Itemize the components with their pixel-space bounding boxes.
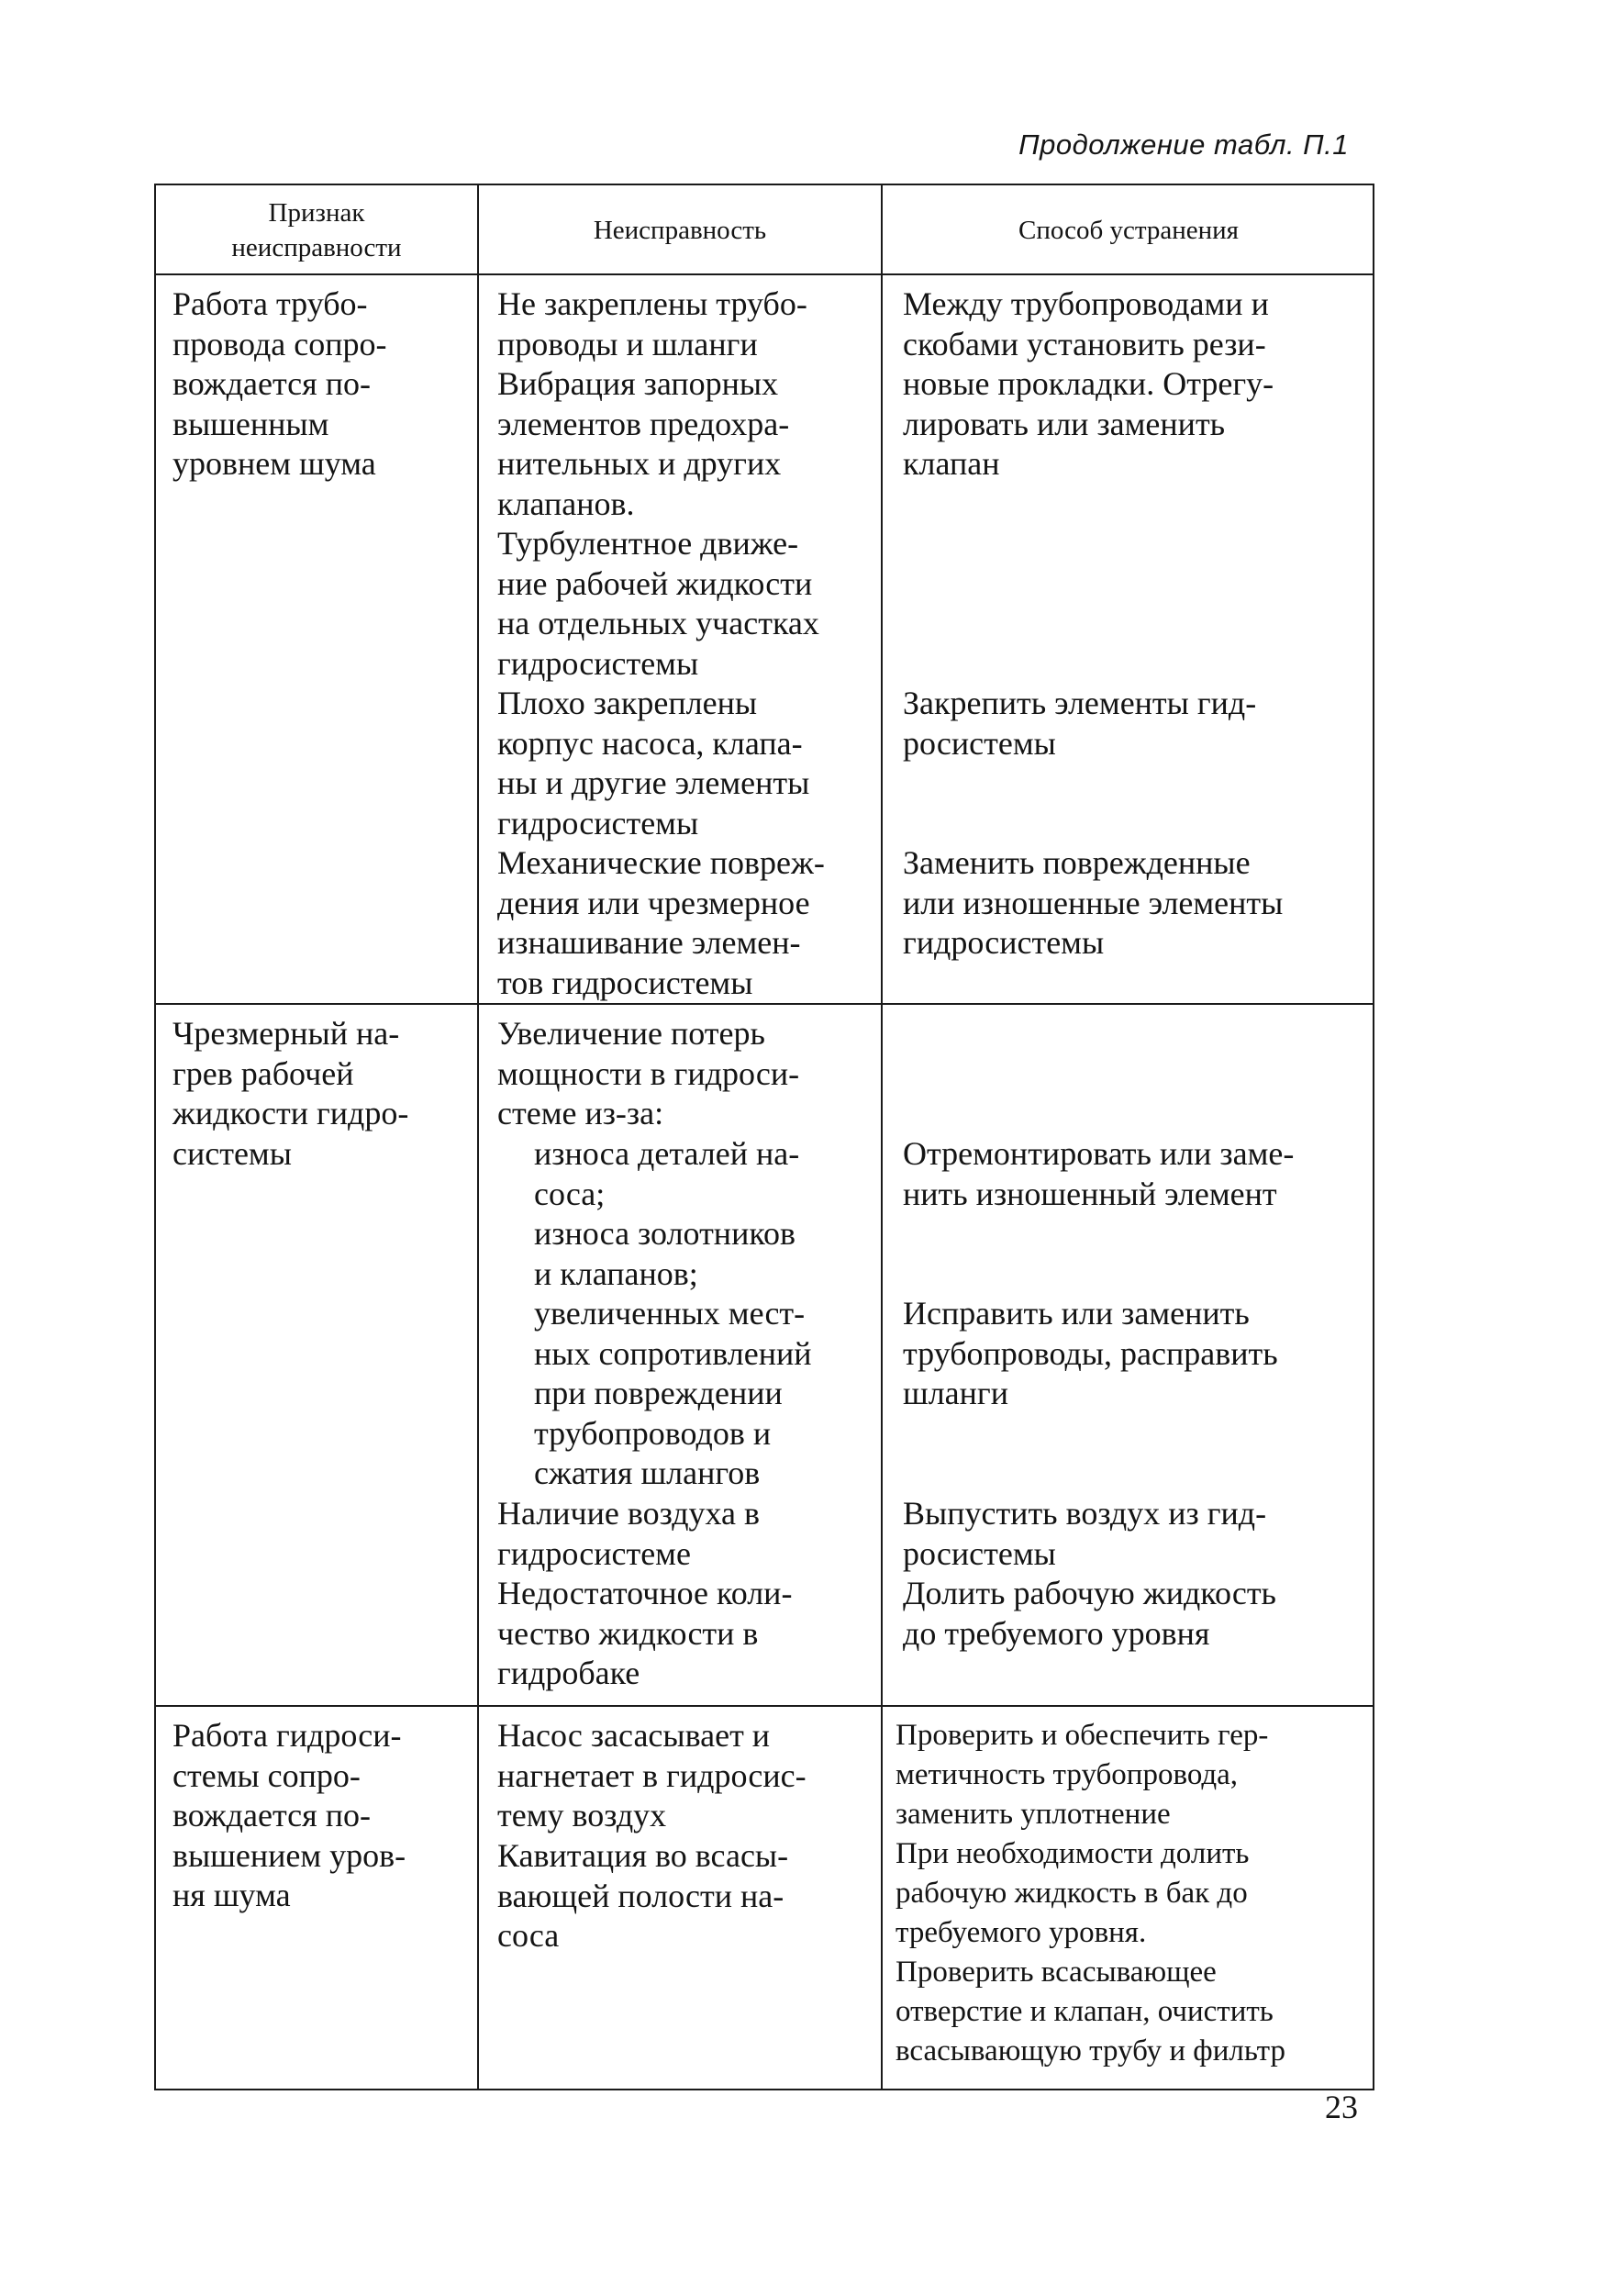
page-number: 23: [1325, 2089, 1358, 2125]
row2-remedy-1: Отремонтировать или заме- нить изношенный элемент: [903, 1135, 1295, 1212]
row2-fault-5: Наличие воздуха в гидросистеме: [497, 1495, 761, 1572]
row1-fault-3: Турбулентное движе- ние рабочей жидкости на отдельных участках гидросистемы: [497, 525, 819, 682]
row2-fault-1: Увеличение потерь мощности в гидроси- стеме из-за:: [497, 1015, 800, 1131]
row1-fault-1: Не закреплены трубо- проводы и шланги: [497, 285, 807, 362]
row2-symptom: Чрезмерный на- грев рабочей жидкости гидро- системы: [172, 1015, 409, 1172]
row2-fault-6: Недостаточное коли- чество жидкости в гидробаке: [497, 1575, 793, 1691]
row2-remedy-3: Выпустить воздух из гид- росистемы: [903, 1495, 1267, 1572]
row1-fault-4: Плохо закреплены корпус насоса, клапа- ны и другие элементы гидросистемы: [497, 685, 810, 841]
row-divider: [156, 1003, 1373, 1005]
row2-remedy-2: Исправить или заменить трубопроводы, расправить шланги: [903, 1295, 1278, 1411]
column-divider: [477, 185, 479, 2089]
row1-remedy-3: Заменить поврежденные или изношенные элементы гидросистемы: [903, 844, 1284, 961]
row1-fault-2: Вибрация запорных элементов предохра- нительных и других клапанов.: [497, 365, 790, 522]
row3-fault-1: Насос засасывает и нагнетает в гидросис- тему воздух: [497, 1717, 807, 1833]
row2-fault-3: износа золотников и клапанов;: [534, 1215, 795, 1292]
row-divider: [156, 273, 1373, 275]
row3-remedy-1: Проверить и обеспечить гер- метичность трубопровода, заменить уплотнение: [896, 1719, 1269, 1831]
row3-symptom: Работа гидроси- стемы сопро- вождается по- вышением уров- ня шума: [172, 1717, 406, 1913]
header-remedy: Способ устранения: [1018, 216, 1239, 245]
row1-fault-5: Механические повреж- дения или чрезмерное изнашивание элемен- тов гидросистемы: [497, 844, 825, 1001]
table-caption: Продолжение табл. П.1: [1018, 128, 1349, 161]
row-divider: [156, 1705, 1373, 1707]
row2-fault-4: увеличенных мест- ных сопротивлений при повреждении трубопроводов и сжатия шлангов: [534, 1295, 812, 1491]
row1-remedy-2: Закрепить элементы гид- росистемы: [903, 685, 1257, 762]
row2-remedy-4: Долить рабочую жидкость до требуемого уровня: [903, 1575, 1276, 1652]
row3-fault-2: Кавитация во всасы- вающей полости на- соса: [497, 1837, 789, 1954]
header-fault: Неисправность: [593, 216, 767, 245]
row1-remedy-1: Между трубопроводами и скобами установить рези- новые прокладки. Отрегу- лировать или заменить клапан: [903, 285, 1274, 482]
column-divider: [881, 185, 883, 2089]
row3-remedy-3: Проверить всасывающее отверстие и клапан, очистить всасывающую трубу и фильтр: [896, 1956, 1285, 2068]
row1-symptom: Работа трубо- провода сопро- вождается по- вышенным уровнем шума: [172, 285, 387, 482]
row3-remedy-2: При необходимости долить рабочую жидкость в бак до требуемого уровня.: [896, 1837, 1250, 1949]
row2-fault-2: износа деталей на- соса;: [534, 1135, 800, 1212]
header-symptom: Признак неисправности: [231, 198, 402, 262]
fault-table: [154, 184, 1374, 2090]
